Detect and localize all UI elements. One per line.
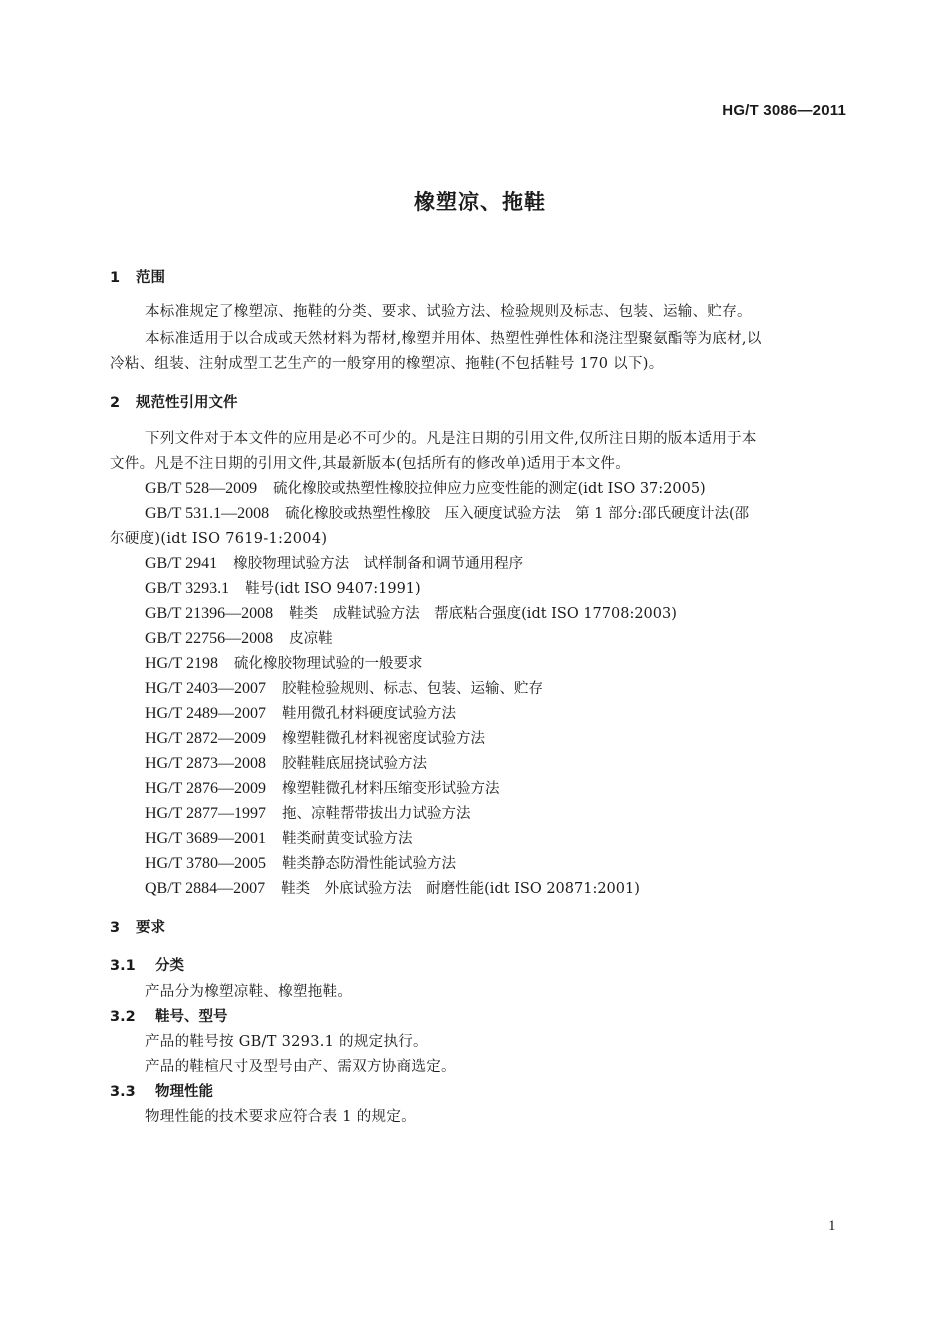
- reference-title: 橡胶物理试验方法 试样制备和调节通用程序: [233, 556, 524, 572]
- section-title: 规范性引用文件: [136, 395, 238, 411]
- section-2-heading: [110, 391, 238, 412]
- reference-code: GB/T 528—2009: [145, 480, 258, 497]
- paragraph: 冷粘、组装、注射成型工艺生产的一般穿用的橡塑凉、拖鞋(不包括鞋号 170 以下)。: [110, 356, 664, 372]
- section-number: 2: [110, 395, 121, 411]
- reference-code: HG/T 3689—2001: [145, 830, 267, 847]
- reference-title: 鞋类 成鞋试验方法 帮底粘合强度(idt ISO 17708:2003): [289, 606, 677, 622]
- reference-title: 鞋类静态防滑性能试验方法: [282, 856, 457, 872]
- reference-title: 硫化橡胶物理试验的一般要求: [234, 656, 423, 672]
- reference-item: [145, 877, 640, 898]
- paragraph: 本标准适用于以合成或天然材料为帮材,橡塑并用体、热塑性弹性体和浇注型聚氨酯等为底材,以: [145, 331, 762, 347]
- reference-item: [145, 777, 500, 798]
- reference-code: HG/T 2872—2009: [145, 730, 267, 747]
- paragraph: 产品的鞋楦尺寸及型号由产、需双方协商选定。: [145, 1059, 456, 1075]
- reference-item: [145, 502, 749, 523]
- reference-item: [145, 727, 485, 748]
- reference-code: GB/T 3293.1: [145, 580, 230, 597]
- reference-item: [145, 577, 421, 598]
- reference-title: 硫化橡胶或热塑性橡胶 压入硬度试验方法 第 1 部分:邵氏硬度计法(邵: [285, 506, 750, 522]
- reference-title: 鞋用微孔材料硬度试验方法: [282, 706, 457, 722]
- subsection-3-2-heading: [110, 1005, 228, 1026]
- subsection-title: 物理性能: [155, 1084, 213, 1100]
- paragraph: 产品分为橡塑凉鞋、橡塑拖鞋。: [145, 984, 353, 1000]
- reference-code: HG/T 2198: [145, 655, 219, 672]
- reference-code: HG/T 2489—2007: [145, 705, 267, 722]
- reference-item: [145, 627, 333, 648]
- reference-item: [145, 602, 677, 623]
- reference-title: 橡塑鞋微孔材料压缩变形试验方法: [282, 781, 500, 797]
- reference-title: 硫化橡胶或热塑性橡胶拉伸应力应变性能的测定(idt ISO 37:2005): [273, 481, 706, 497]
- page-number: 1: [828, 1218, 836, 1234]
- reference-code: HG/T 2877—1997: [145, 805, 267, 822]
- reference-item: [145, 552, 523, 573]
- subsection-number: 3.2: [110, 1009, 136, 1025]
- reference-item: [145, 802, 471, 823]
- subsection-number: 3.3: [110, 1084, 136, 1100]
- subsection-number: 3.1: [110, 958, 136, 974]
- reference-item: [145, 677, 543, 698]
- reference-title: 胶鞋鞋底屈挠试验方法: [282, 756, 428, 772]
- reference-title: 鞋类耐黄变试验方法: [282, 831, 413, 847]
- standard-code: HG/T 3086—2011: [722, 102, 846, 119]
- reference-item: [145, 752, 427, 773]
- reference-title: 橡塑鞋微孔材料视密度试验方法: [282, 731, 486, 747]
- subsection-3-1-heading: [110, 954, 184, 975]
- reference-continuation: 尔硬度)(idt ISO 7619-1:2004): [110, 531, 328, 547]
- document-title: 橡塑凉、拖鞋: [414, 190, 546, 214]
- reference-item: [145, 702, 456, 723]
- reference-title: 胶鞋检验规则、标志、包装、运输、贮存: [282, 681, 544, 697]
- section-title: 要求: [136, 920, 165, 936]
- reference-title: 鞋号(idt ISO 9407:1991): [245, 581, 421, 597]
- subsection-3-3-heading: [110, 1080, 213, 1101]
- reference-code: GB/T 2941: [145, 555, 218, 572]
- reference-item: [145, 477, 706, 498]
- section-title: 范围: [136, 270, 165, 286]
- subsection-title: 鞋号、型号: [155, 1009, 228, 1025]
- reference-code: HG/T 3780—2005: [145, 855, 267, 872]
- section-3-heading: [110, 916, 165, 937]
- reference-code: HG/T 2876—2009: [145, 780, 267, 797]
- reference-title: 鞋类 外底试验方法 耐磨性能(idt ISO 20871:2001): [281, 881, 640, 897]
- reference-code: QB/T 2884—2007: [145, 880, 266, 897]
- reference-code: GB/T 21396—2008: [145, 605, 274, 622]
- reference-code: GB/T 22756—2008: [145, 630, 274, 647]
- reference-title: 拖、凉鞋帮带拔出力试验方法: [282, 806, 471, 822]
- paragraph: 产品的鞋号按 GB/T 3293.1 的规定执行。: [145, 1034, 428, 1050]
- section-1-heading: [110, 266, 165, 287]
- subsection-title: 分类: [155, 958, 184, 974]
- paragraph: 文件。凡是不注日期的引用文件,其最新版本(包括所有的修改单)适用于本文件。: [110, 456, 631, 472]
- paragraph: 下列文件对于本文件的应用是必不可少的。凡是注日期的引用文件,仅所注日期的版本适用于本: [145, 431, 757, 447]
- reference-item: [145, 827, 413, 848]
- paragraph: 物理性能的技术要求应符合表 1 的规定。: [145, 1109, 416, 1125]
- section-number: 3: [110, 920, 121, 936]
- reference-code: HG/T 2403—2007: [145, 680, 267, 697]
- section-number: 1: [110, 270, 121, 286]
- reference-title: 皮凉鞋: [289, 631, 333, 647]
- reference-item: [145, 652, 423, 673]
- reference-item: [145, 852, 456, 873]
- reference-code: GB/T 531.1—2008: [145, 505, 270, 522]
- reference-code: HG/T 2873—2008: [145, 755, 267, 772]
- paragraph: 本标准规定了橡塑凉、拖鞋的分类、要求、试验方法、检验规则及标志、包装、运输、贮存。: [145, 304, 752, 320]
